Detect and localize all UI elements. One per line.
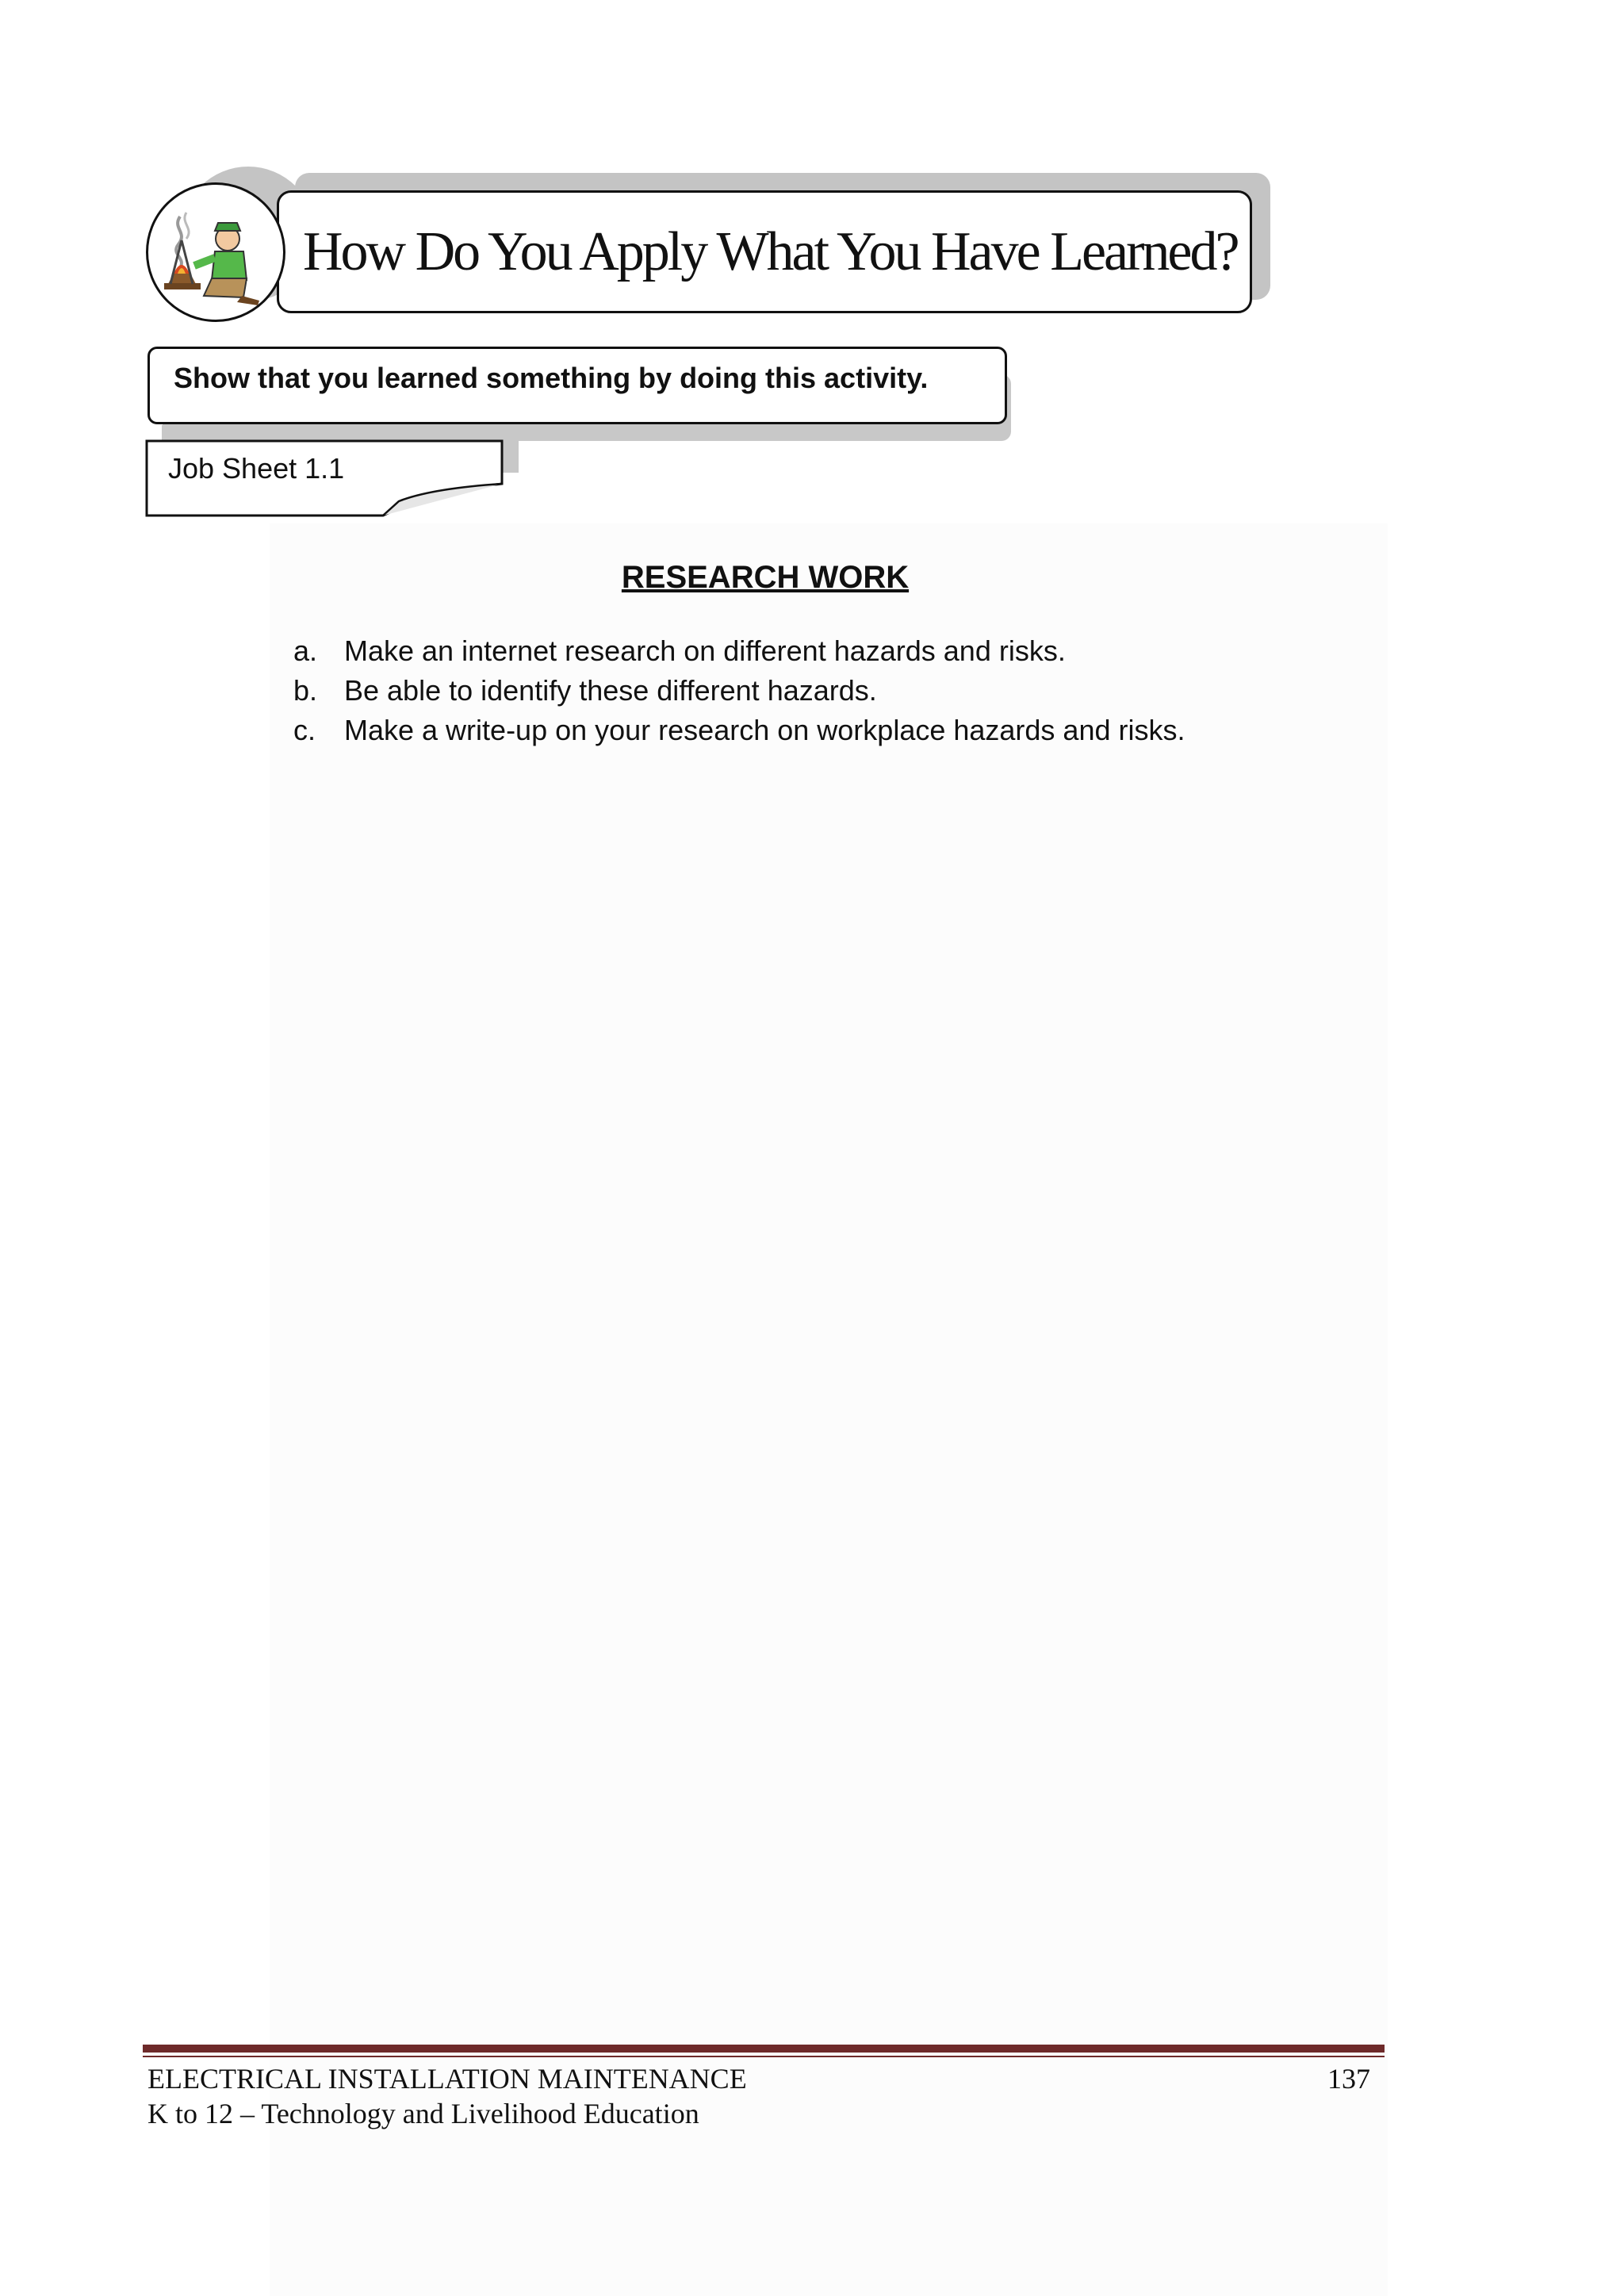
task-list — [293, 631, 1185, 750]
section-title: RESEARCH WORK — [621, 560, 910, 595]
list-item-text: Make a write-up on your research on workplace hazards and risks. — [344, 714, 1185, 746]
job-sheet-label: Job Sheet 1.1 — [168, 452, 345, 485]
footer-subtitle: K to 12 – Technology and Livelihood Education — [147, 2098, 699, 2129]
page-title: How Do You Apply What You Have Learned? — [303, 220, 1238, 282]
footer-course-title: ELECTRICAL INSTALLATION MAINTENANCE — [147, 2063, 747, 2095]
page-number: 137 — [1327, 2063, 1370, 2095]
list-item — [293, 631, 1185, 671]
list-marker: c. — [293, 714, 316, 746]
footer-rule-thin — [143, 2056, 1385, 2057]
list-item-text: Make an internet research on different hazards and risks. — [344, 634, 1066, 667]
camper-by-campfire-icon — [146, 182, 285, 322]
list-item-text: Be able to identify these different hazards. — [344, 674, 877, 707]
list-marker: b. — [293, 674, 318, 707]
list-marker: a. — [293, 634, 318, 667]
page-background — [270, 523, 1388, 2296]
list-item — [293, 711, 1185, 750]
title-banner — [277, 190, 1252, 313]
footer-rule — [143, 2045, 1385, 2053]
instruction-box — [147, 347, 1007, 424]
list-item — [293, 671, 1185, 711]
instruction-text: Show that you learned something by doing this activity. — [174, 362, 929, 394]
